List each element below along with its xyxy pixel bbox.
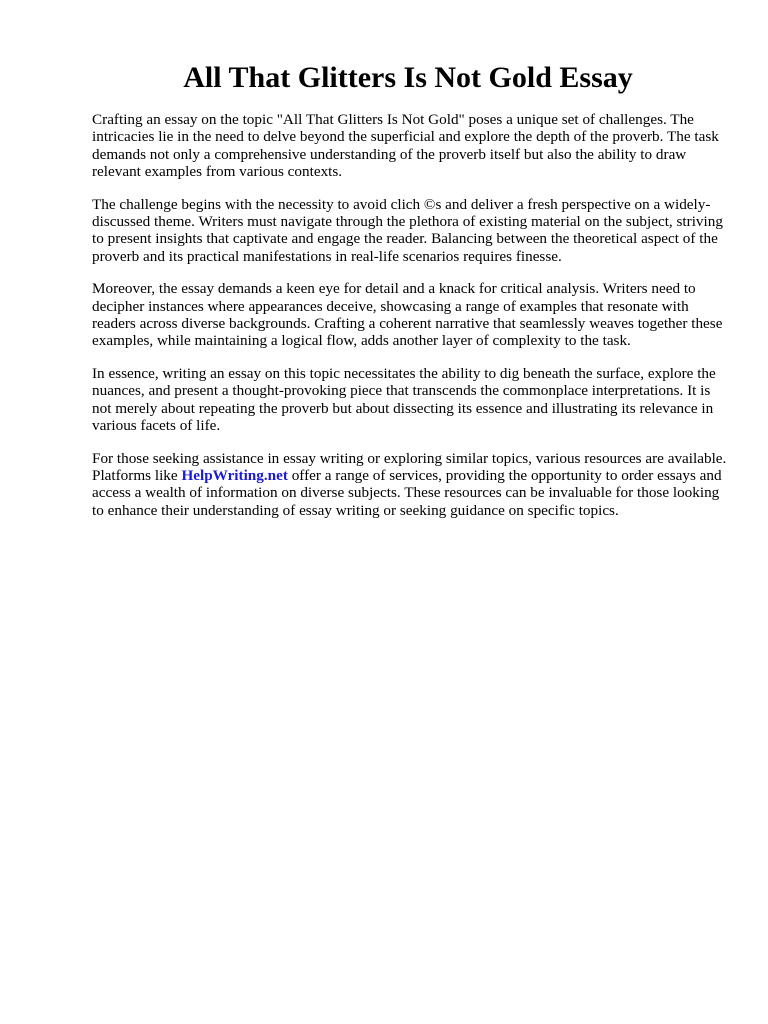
page-title: All That Glitters Is Not Gold Essay [183,61,633,94]
helpwriting-link[interactable]: HelpWriting.net [181,466,288,484]
paragraph-5-before-link: For those seeking assistance in essay writing or exploring similar topics, various resources are available. Platforms like [92,449,727,484]
paragraph-3: Moreover, the essay demands a keen eye for detail and a knack for critical analysis. Writers need to decipher instances where appearances deceive, showcasing a range of examples that resonate with readers across diverse backgrounds. Crafting a coherent narrative that seamlessly weaves together these examples, while maintaining a logical flow, adds another layer of complexity to the task. [92,280,723,350]
paragraph-5-after-link: offer a range of services, providing the opportunity to order essays and access a wealth of information on diverse subjects. These resources can be invaluable for those looking to enhance their understanding of essay writing or seeking guidance on specific topics. [92,466,722,519]
essay-body [92,111,732,534]
paragraph-2: The challenge begins with the necessity to avoid clich ©s and deliver a fresh perspective on a widely-discussed theme. Writers must navigate through the plethora of existing material on the subject, striving to present insights that captivate and engage the reader. Balancing between the theoretical aspect of the proverb and its practical manifestations in real-life scenarios requires finesse. [92,195,723,265]
paragraph-4: In essence, writing an essay on this topic necessitates the ability to dig beneath the surface, explore the nuances, and present a thought-provoking piece that transcends the commonplace interpretations. It is not merely about repeating the proverb but about dissecting its essence and illustrating its relevance in various facets of life. [92,364,716,435]
paragraph-1: Crafting an essay on the topic "All That Glitters Is Not Gold" poses a unique set of challenges. The intricacies lie in the need to delve beyond the superficial and explore the depth of the proverb. The task demands not only a comprehensive understanding of the proverb itself but also the ability to draw relevant examples from various contexts. [92,111,719,181]
paragraph-5 [92,450,732,520]
